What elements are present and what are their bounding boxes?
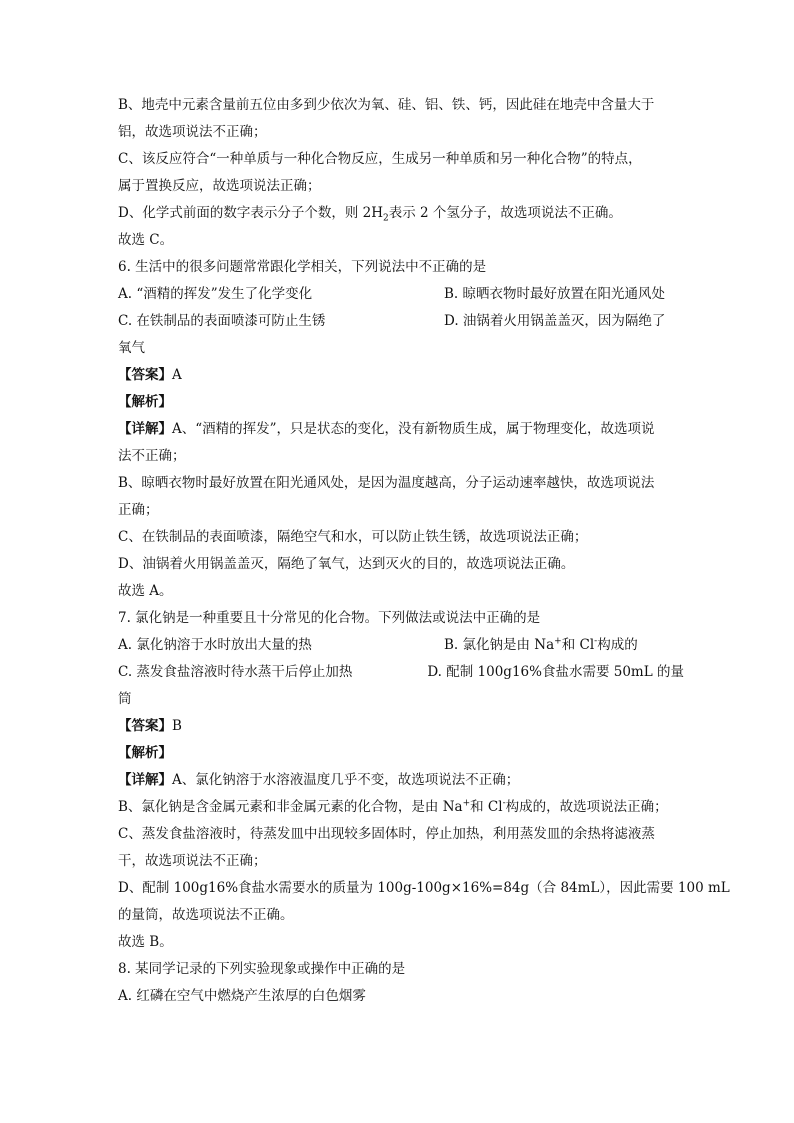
option-a: A. 氯化钠溶于水时放出大量的热 xyxy=(118,637,312,653)
answer-line xyxy=(118,362,684,389)
text-segment: B. 氯化钠是由 Na xyxy=(444,637,555,653)
superscript: + xyxy=(554,636,562,647)
text-line: 铝，故选项说法不正确； xyxy=(118,124,267,140)
choice-line: 故选 B。 xyxy=(118,934,173,950)
text-segment: 构成的，故选项说法正确； xyxy=(505,799,668,815)
answer-value: A xyxy=(172,367,182,383)
option-b: B. 晾晒衣物时最好放置在阳光通风处 xyxy=(444,286,666,302)
detail-tag: 【详解】 xyxy=(118,421,172,437)
subscript: 2 xyxy=(382,213,389,224)
superscript: - xyxy=(594,636,598,647)
detail-tag: 【详解】 xyxy=(118,772,172,788)
option-c: C. 蒸发食盐溶液时待水蒸干后停止加热 xyxy=(118,664,353,680)
analysis-tag: 【解析】 xyxy=(118,745,172,761)
option-row xyxy=(118,632,684,659)
choice-line: 故选 C。 xyxy=(118,232,174,248)
text-line: 法不正确； xyxy=(118,448,186,464)
option-a: A. “酒精的挥发”发生了化学变化 xyxy=(118,286,313,302)
text-line: B、地壳中元素含量前五位由多到少依次为氧、硅、铝、铁、钙，因此硅在地壳中含量大于 xyxy=(118,97,655,113)
answer-value: B xyxy=(172,718,182,734)
text-line xyxy=(118,794,684,821)
option-b xyxy=(444,632,638,659)
option-d: D. 配制 100g16%食盐水需要 50mL 的量 xyxy=(427,664,684,680)
option-row xyxy=(118,281,684,308)
question-stem: 8. 某同学记录的下列实验现象或操作中正确的是 xyxy=(118,961,406,977)
choice-line: 故选 A。 xyxy=(118,583,173,599)
superscript: - xyxy=(502,798,506,809)
answer-tag: 【答案】 xyxy=(118,367,172,383)
question-stem: 7. 氯化钠是一种重要且十分常见的化合物。下列做法或说法中正确的是 xyxy=(118,610,541,626)
document-page xyxy=(118,92,730,1010)
text-line: 的量筒，故选项说法不正确。 xyxy=(118,907,294,923)
option-c: C. 在铁制品的表面喷漆可防止生锈 xyxy=(118,313,326,329)
option-row xyxy=(118,659,684,686)
text-line: C、在铁制品的表面喷漆，隔绝空气和水，可以防止铁生锈，故选项说法正确； xyxy=(118,529,588,545)
option-d: D. 油锅着火用锅盖盖灭，因为隔绝了 xyxy=(444,313,666,329)
answer-line xyxy=(118,713,684,740)
text-segment: D、化学式前面的数字表示分子个数，则 2H xyxy=(118,205,383,221)
text-line: D、配制 100g16%食盐水需要水的质量为 100g-100g×16%=84g（合 84mL），因此需要 100 mL xyxy=(118,880,730,896)
text-segment: 表示 2 个氢分子，故选项说法不正确。 xyxy=(388,205,622,221)
detail-line xyxy=(118,416,684,443)
text-line: 属于置换反应，故选项说法正确； xyxy=(118,178,321,194)
text-segment: 和 Cl xyxy=(561,637,595,653)
text-line: D、油锅着火用锅盖盖灭，隔绝了氧气，达到灭火的目的，故选项说法正确。 xyxy=(118,556,575,572)
text-line: C、蒸发食盐溶液时，待蒸发皿中出现较多固体时，停止加热，利用蒸发皿的余热将滤液蒸 xyxy=(118,826,655,842)
text-segment: 构成的 xyxy=(597,637,638,653)
answer-tag: 【答案】 xyxy=(118,718,172,734)
option-continuation: 氧气 xyxy=(118,340,145,356)
text-segment: B、氯化钠是含金属元素和非金属元素的化合物，是由 Na xyxy=(118,799,463,815)
text-segment: A、“酒精的挥发”，只是状态的变化，没有新物质生成，属于物理变化，故选项说 xyxy=(172,421,655,437)
text-line: C、该反应符合“一种单质与一种化合物反应，生成另一种单质和另一种化合物”的特点， xyxy=(118,151,642,167)
text-segment: 和 Cl xyxy=(470,799,503,815)
option-row xyxy=(118,308,684,335)
question-stem: 6. 生活中的很多问题常常跟化学相关，下列说法中不正确的是 xyxy=(118,259,487,275)
text-line: 干，故选项说法不正确； xyxy=(118,853,267,869)
text-line: 正确； xyxy=(118,502,159,518)
analysis-tag: 【解析】 xyxy=(118,394,172,410)
superscript: + xyxy=(462,798,471,809)
text-line: B、晾晒衣物时最好放置在阳光通风处，是因为温度越高，分子运动速率越快，故选项说法 xyxy=(118,475,655,491)
text-segment: A、氯化钠溶于水溶液温度几乎不变，故选项说法不正确； xyxy=(172,772,520,788)
option-continuation: 筒 xyxy=(118,691,132,707)
detail-line xyxy=(118,767,684,794)
text-line xyxy=(118,200,684,227)
option-a: A. 红磷在空气中燃烧产生浓厚的白色烟雾 xyxy=(118,988,366,1004)
